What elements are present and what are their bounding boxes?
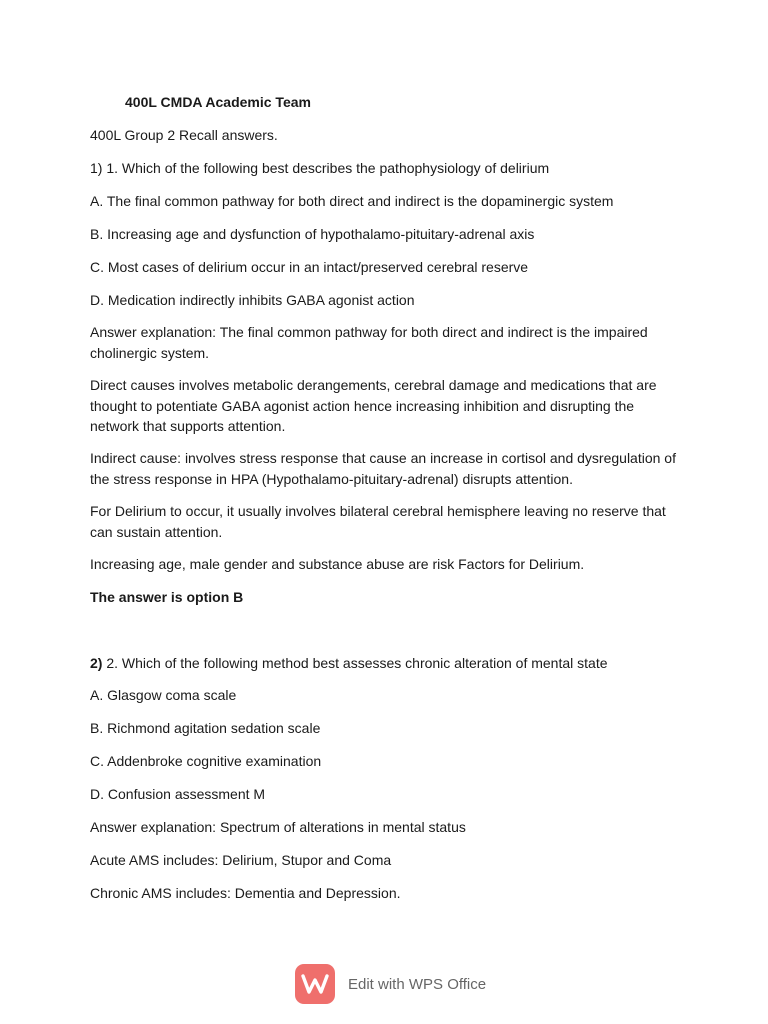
q1-direct-causes: Direct causes involves metabolic derangements, cerebral damage and medications that are thought to potentiate GABA agonist action hence increasing inhibition and disrupting the network that supports attention. (90, 377, 657, 434)
q2-question: 2. Which of the following method best assesses chronic alteration of mental state (102, 655, 608, 671)
q2-option-a: A. Glasgow coma scale (90, 687, 237, 703)
q1-risk-factors: Increasing age, male gender and substance abuse are risk Factors for Delirium. (90, 556, 585, 572)
q1-question: 1) 1. Which of the following best describes the pathophysiology of delirium (90, 160, 550, 176)
wps-edit-link[interactable] (295, 964, 486, 1004)
q2-acute-ams: Acute AMS includes: Delirium, Stupor and Coma (90, 852, 392, 868)
q1-indirect-cause: Indirect cause: involves stress response that cause an increase in cortisol and dysregulation of the stress response in HPA (Hypothalamo-pituitary-adrenal) disrupts attention. (90, 450, 676, 487)
team-title: 400L CMDA Academic Team (125, 94, 311, 110)
wps-edit-label: Edit with WPS Office (348, 975, 487, 993)
q1-option-a: A. The final common pathway for both direct and indirect is the dopaminergic system (90, 193, 614, 209)
q2-question-line (90, 653, 690, 674)
q1-option-d: D. Medication indirectly inhibits GABA agonist action (90, 292, 415, 308)
q2-explanation: Answer explanation: Spectrum of alterations in mental status (90, 819, 466, 835)
q2-number: 2) (90, 655, 103, 671)
q2-option-d: D. Confusion assessment M (90, 786, 266, 802)
q1-explanation: Answer explanation: The final common pathway for both direct and indirect is the impaired cholinergic system. (90, 324, 648, 361)
q1-delirium-occurrence: For Delirium to occur, it usually involves bilateral cerebral hemisphere leaving no reserve that can sustain attention. (90, 503, 666, 540)
q2-option-c: C. Addenbroke cognitive examination (90, 753, 322, 769)
q1-answer: The answer is option B (90, 589, 244, 605)
q1-option-c: C. Most cases of delirium occur in an intact/preserved cerebral reserve (90, 259, 529, 275)
document-subtitle: 400L Group 2 Recall answers. (90, 127, 278, 143)
wps-logo-icon (295, 964, 335, 1004)
q2-chronic-ams: Chronic AMS includes: Dementia and Depression. (90, 885, 401, 901)
q1-option-b: B. Increasing age and dysfunction of hypothalamo-pituitary-adrenal axis (90, 226, 535, 242)
q2-option-b: B. Richmond agitation sedation scale (90, 720, 321, 736)
